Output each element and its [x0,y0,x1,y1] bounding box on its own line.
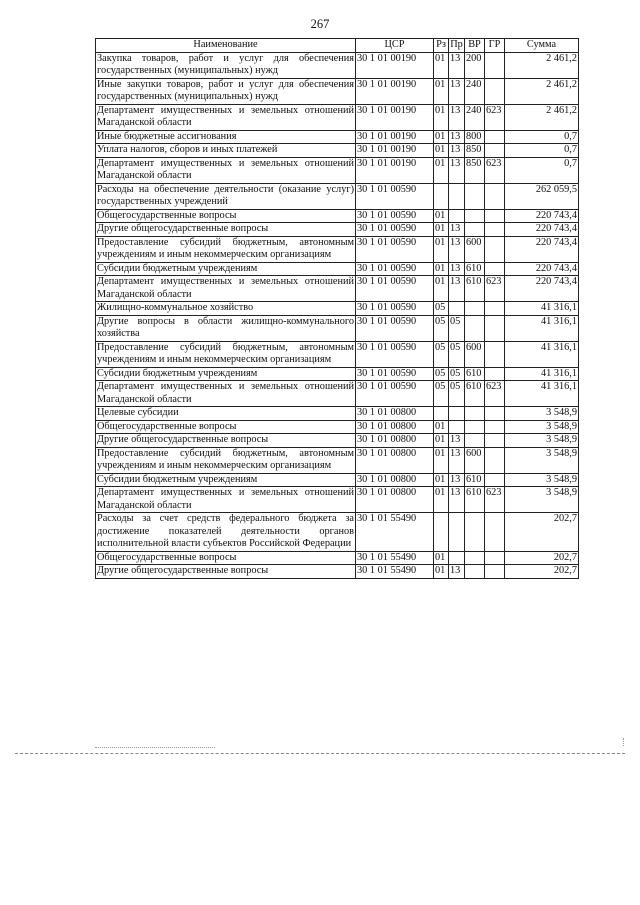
cell-name: Предоставление субсидий бюджетным, автономным учреждениям и иным некоммерческим организациям [97,236,354,260]
table-row [96,367,579,381]
cell-vr [465,551,485,565]
table-row [96,144,579,158]
table-row [96,473,579,487]
cell-vr: 610 [465,367,485,381]
cell-rz: 05 [434,381,449,407]
cell-gr [485,209,505,223]
cell-csr: 30 1 01 00590 [356,302,434,316]
cell-rz: 05 [434,341,449,367]
table-row [96,223,579,237]
cell-csr: 30 1 01 55490 [356,551,434,565]
table-row [96,276,579,302]
cell-sum: 41 316,1 [505,341,579,367]
header-csr: ЦСР [356,39,434,53]
cell-vr [465,565,485,579]
table-row [96,565,579,579]
cell-vr [465,315,485,341]
cell-rz: 01 [434,209,449,223]
cell-vr [465,407,485,421]
cell-sum: 202,7 [505,565,579,579]
table-row [96,302,579,316]
table-row [96,52,579,78]
table-body [96,52,579,578]
cell-pr [449,551,465,565]
cell-pr [449,302,465,316]
cell-rz [434,183,449,209]
cell-name: Закупка товаров, работ и услуг для обеспечения государственных (муниципальных) нужд [97,52,354,76]
cell-pr: 13 [449,565,465,579]
table-header-row [96,39,579,53]
header-pr: Пр [450,39,463,50]
cell-vr: 240 [465,78,485,104]
page-dotted-mark [95,747,215,748]
cell-sum: 0,7 [505,157,579,183]
cell-csr: 30 1 01 00590 [356,183,434,209]
cell-sum: 41 316,1 [505,315,579,341]
cell-sum: 0,7 [505,144,579,158]
cell-gr [485,341,505,367]
cell-name: Другие общегосударственные вопросы [96,565,356,579]
cell-vr: 800 [465,130,485,144]
table-row [96,130,579,144]
cell-csr: 30 1 01 00800 [356,447,434,473]
cell-gr: 623 [485,487,505,513]
table-row [96,183,579,209]
cell-csr: 30 1 01 00190 [356,144,434,158]
cell-sum: 220 743,4 [505,276,579,302]
cell-pr: 13 [449,78,465,104]
cell-csr: 30 1 01 00590 [356,209,434,223]
cell-vr: 850 [465,157,485,183]
cell-name: Иные закупки товаров, работ и услуг для обеспечения государственных (муниципальных) нужд [97,78,354,102]
cell-csr: 30 1 01 00190 [356,52,434,78]
cell-gr: 623 [485,381,505,407]
cell-vr: 610 [465,473,485,487]
cell-csr: 30 1 01 00590 [356,381,434,407]
cell-vr: 610 [465,487,485,513]
page-bottom-rule [15,753,625,754]
cell-csr: 30 1 01 00590 [356,315,434,341]
cell-gr [485,565,505,579]
cell-gr [485,407,505,421]
cell-pr: 13 [449,447,465,473]
cell-vr: 600 [465,341,485,367]
cell-vr [465,209,485,223]
cell-rz [434,407,449,421]
cell-sum: 3 548,9 [505,420,579,434]
table-row [96,157,579,183]
cell-sum: 220 743,4 [505,223,579,237]
cell-sum: 3 548,9 [505,434,579,448]
cell-name: Иные бюджетные ассигнования [96,130,356,144]
cell-pr: 05 [449,341,465,367]
cell-pr: 13 [449,157,465,183]
cell-name: Расходы за счет средств федерального бюджета за достижение показателей деятельности органов исполнительной власти субъектов Российской Федерации [97,513,354,549]
cell-rz: 01 [434,236,449,262]
cell-gr [485,420,505,434]
cell-name: Другие вопросы в области жилищно-коммунального хозяйства [97,315,354,339]
cell-csr: 30 1 01 00190 [356,78,434,104]
table-row [96,420,579,434]
cell-rz: 01 [434,223,449,237]
cell-pr [449,407,465,421]
cell-csr: 30 1 01 00590 [356,236,434,262]
cell-name: Субсидии бюджетным учреждениям [96,473,356,487]
cell-pr [449,420,465,434]
table-row [96,487,579,513]
cell-sum: 220 743,4 [505,209,579,223]
cell-name: Общегосударственные вопросы [96,420,356,434]
cell-vr: 610 [465,276,485,302]
table-row [96,513,579,552]
cell-pr: 13 [449,276,465,302]
cell-name: Департамент имущественных и земельных отношений Магаданской области [97,276,354,300]
cell-rz: 01 [434,551,449,565]
cell-name: Субсидии бюджетным учреждениям [96,262,356,276]
cell-csr: 30 1 01 00590 [356,276,434,302]
header-rz: Рз [434,39,449,53]
cell-sum: 220 743,4 [505,262,579,276]
cell-vr: 610 [465,262,485,276]
cell-rz: 01 [434,262,449,276]
cell-vr [465,434,485,448]
cell-sum: 262 059,5 [505,183,579,209]
cell-pr [449,513,465,552]
cell-gr [485,302,505,316]
cell-gr [485,130,505,144]
cell-vr [465,183,485,209]
cell-csr: 30 1 01 00590 [356,223,434,237]
table-row [96,407,579,421]
cell-rz: 01 [434,52,449,78]
cell-name: Жилищно-коммунальное хозяйство [96,302,356,316]
cell-name: Предоставление субсидий бюджетным, автономным учреждениям и иным некоммерческим организациям [97,447,354,471]
cell-vr: 600 [465,236,485,262]
cell-csr: 30 1 01 00590 [356,367,434,381]
cell-gr [485,434,505,448]
cell-pr: 13 [449,262,465,276]
cell-sum: 41 316,1 [505,367,579,381]
cell-pr [449,183,465,209]
cell-vr: 850 [465,144,485,158]
cell-rz: 05 [434,302,449,316]
cell-gr [485,183,505,209]
cell-sum: 41 316,1 [505,381,579,407]
cell-pr: 05 [449,381,465,407]
table-row [96,78,579,104]
cell-csr: 30 1 01 00800 [356,407,434,421]
budget-table [95,38,579,579]
cell-gr [485,513,505,552]
cell-csr: 30 1 01 55490 [356,513,434,552]
header-name: Наименование [96,39,356,53]
cell-name: Департамент имущественных и земельных отношений Магаданской области [97,157,354,181]
cell-sum: 202,7 [505,513,579,552]
cell-csr: 30 1 01 55490 [356,565,434,579]
cell-gr [485,52,505,78]
cell-name: Уплата налогов, сборов и иных платежей [96,144,356,158]
cell-rz: 01 [434,447,449,473]
cell-rz: 05 [434,367,449,381]
cell-rz: 01 [434,434,449,448]
table-row [96,447,579,473]
cell-sum: 220 743,4 [505,236,579,262]
cell-gr [485,551,505,565]
cell-gr [485,473,505,487]
cell-pr: 13 [449,223,465,237]
cell-name: Расходы на обеспечение деятельности (оказание услуг) государственных учреждений [97,183,354,207]
table-row [96,236,579,262]
table-row [96,341,579,367]
cell-csr: 30 1 01 00190 [356,104,434,130]
cell-rz: 01 [434,420,449,434]
cell-vr [465,302,485,316]
cell-vr [465,420,485,434]
cell-rz: 01 [434,78,449,104]
cell-rz: 01 [434,130,449,144]
page-side-mark [623,738,625,746]
cell-name: Департамент имущественных и земельных отношений Магаданской области [97,487,354,511]
cell-gr [485,447,505,473]
cell-csr: 30 1 01 00800 [356,420,434,434]
cell-gr [485,223,505,237]
cell-rz [434,513,449,552]
cell-pr: 13 [449,236,465,262]
cell-vr: 200 [465,52,485,78]
cell-pr: 13 [449,104,465,130]
cell-name: Департамент имущественных и земельных отношений Магаданской области [97,104,354,128]
header-vr: ВР [465,39,485,53]
cell-vr [465,513,485,552]
table-row [96,551,579,565]
cell-name: Общегосударственные вопросы [96,209,356,223]
cell-sum: 0,7 [505,130,579,144]
cell-gr [485,144,505,158]
cell-csr: 30 1 01 00190 [356,157,434,183]
cell-vr: 610 [465,381,485,407]
cell-name: Департамент имущественных и земельных отношений Магаданской области [97,381,354,405]
table-row [96,262,579,276]
cell-pr: 05 [449,315,465,341]
cell-rz: 05 [434,315,449,341]
cell-pr: 13 [449,434,465,448]
table-row [96,209,579,223]
header-gr: ГР [485,39,505,53]
cell-gr [485,236,505,262]
cell-pr [449,209,465,223]
cell-sum: 41 316,1 [505,302,579,316]
cell-pr: 13 [449,473,465,487]
cell-name: Субсидии бюджетным учреждениям [96,367,356,381]
table-row [96,434,579,448]
cell-sum: 2 461,2 [505,78,579,104]
cell-gr [485,367,505,381]
cell-sum: 3 548,9 [505,447,579,473]
cell-rz: 01 [434,104,449,130]
cell-sum: 202,7 [505,551,579,565]
cell-pr: 05 [449,367,465,381]
cell-pr: 13 [449,130,465,144]
cell-csr: 30 1 01 00800 [356,487,434,513]
cell-rz: 01 [434,276,449,302]
header-sum: Сумма [505,39,579,53]
cell-csr: 30 1 01 00190 [356,130,434,144]
cell-name: Другие общегосударственные вопросы [96,434,356,448]
cell-name: Целевые субсидии [96,407,356,421]
cell-pr: 13 [449,52,465,78]
cell-gr [485,315,505,341]
table-row [96,381,579,407]
cell-name: Общегосударственные вопросы [96,551,356,565]
cell-gr: 623 [485,276,505,302]
cell-csr: 30 1 01 00590 [356,262,434,276]
cell-sum: 3 548,9 [505,473,579,487]
cell-pr: 13 [449,144,465,158]
cell-gr: 623 [485,104,505,130]
cell-vr [465,223,485,237]
cell-csr: 30 1 01 00800 [356,434,434,448]
table-row [96,315,579,341]
cell-sum: 2 461,2 [505,104,579,130]
cell-rz: 01 [434,157,449,183]
cell-rz: 01 [434,144,449,158]
cell-rz: 01 [434,565,449,579]
cell-sum: 3 548,9 [505,407,579,421]
cell-rz: 01 [434,487,449,513]
cell-gr: 623 [485,157,505,183]
cell-gr [485,262,505,276]
cell-sum: 3 548,9 [505,487,579,513]
cell-name: Другие общегосударственные вопросы [96,223,356,237]
page-number: 267 [310,17,330,31]
cell-name: Предоставление субсидий бюджетным, автономным учреждениям и иным некоммерческим организациям [97,341,354,365]
cell-rz: 01 [434,473,449,487]
table-row [96,104,579,130]
cell-vr: 600 [465,447,485,473]
cell-pr: 13 [449,487,465,513]
cell-csr: 30 1 01 00800 [356,473,434,487]
cell-csr: 30 1 01 00590 [356,341,434,367]
cell-vr: 240 [465,104,485,130]
cell-gr [485,78,505,104]
cell-sum: 2 461,2 [505,52,579,78]
